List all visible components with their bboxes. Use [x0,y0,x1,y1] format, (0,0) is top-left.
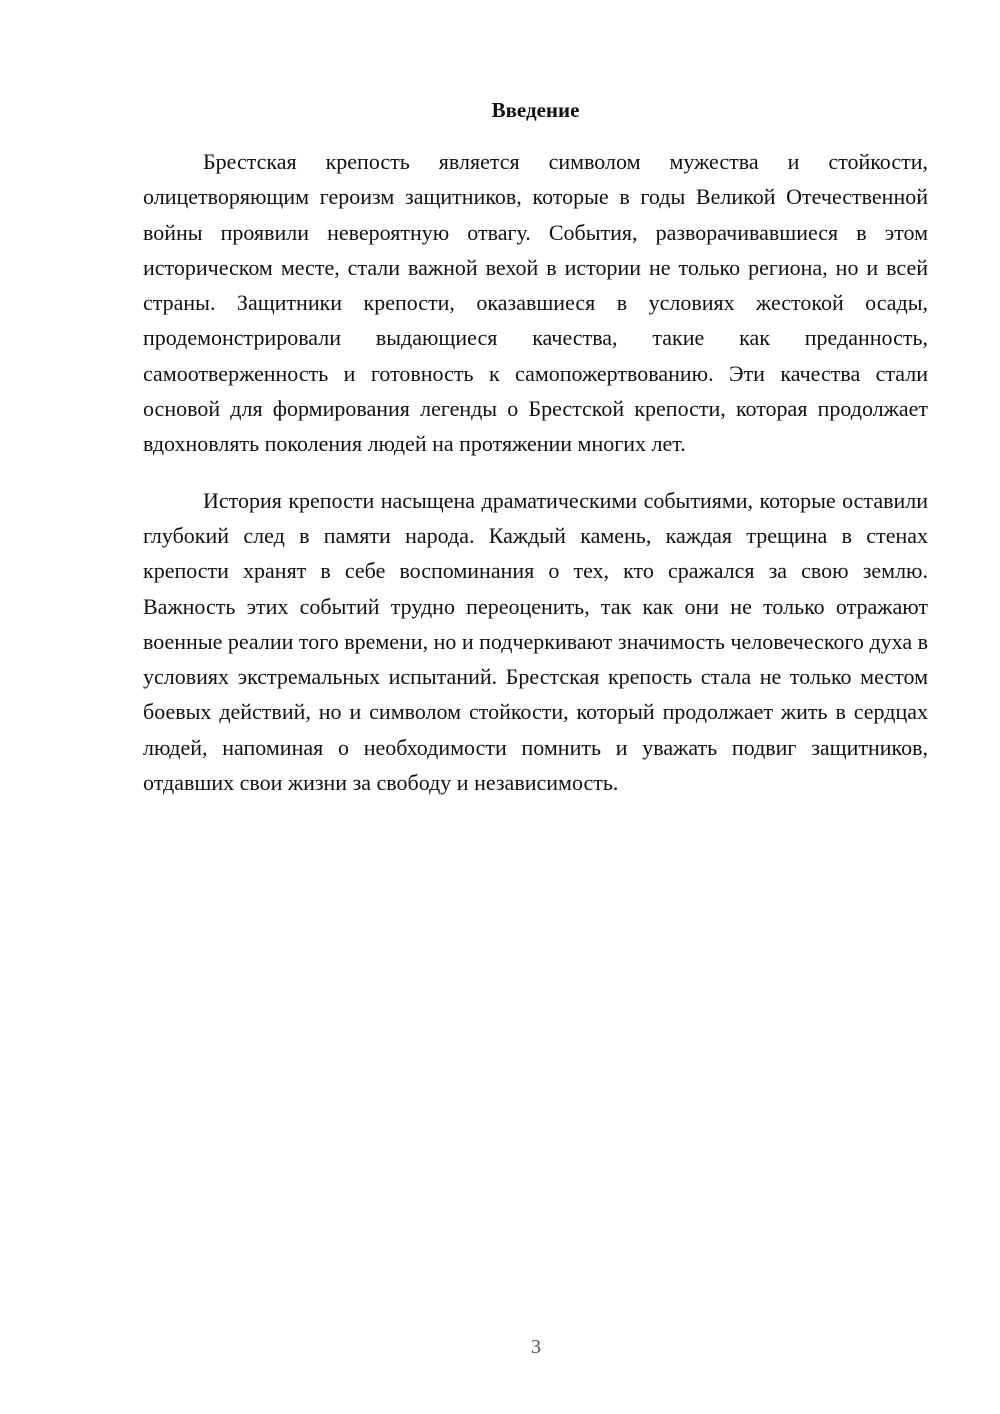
paragraph-1: Брестская крепость является символом мужества и стойкости, олицетворяющим героизм защитников, которые в годы Великой Отечественной войны проявили невероятную отвагу. События, разворачивавшиеся в этом историческом месте, стали важной вехой в истории не только региона, но и всей страны. Защитники крепости, оказавшиеся в условиях жестокой осады, продемонстрировали выдающиеся качества, такие как преданность, самоотверженность и готовность к самопожертвованию. Эти качества стали основой для формирования легенды о Брестской крепости, которая продолжает вдохновлять поколения людей на протяжении многих лет. [143,149,928,457]
section-heading: Введение [491,98,580,122]
page-content [143,96,928,800]
page-number: 3 [531,1336,541,1358]
paragraph-2: История крепости насыщена драматическими событиями, которые оставили глубокий след в памяти народа. Каждый камень, каждая трещина в стенах крепости хранят в себе воспоминания о тех, кто сражался за свою землю. Важность этих событий трудно переоценить, так как они не только отражают военные реалии того времени, но и подчеркивают значимость человеческого духа в условиях экстремальных испытаний. Брестская крепость стала не только местом боевых действий, но и символом стойкости, который продолжает жить в сердцах людей, напоминая о необходимости помнить и уважать подвиг защитников, отдавших свои жизни за свободу и независимость. [143,487,928,796]
